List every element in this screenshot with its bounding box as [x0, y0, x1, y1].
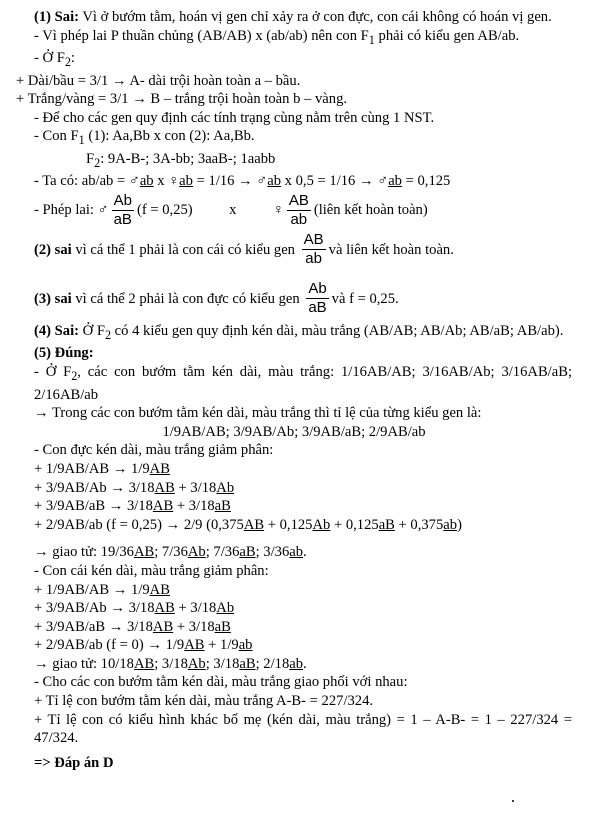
fraction-male-genotype [112, 192, 134, 229]
statement-1 [16, 8, 572, 27]
female-gametes [16, 655, 572, 674]
f2-heading [16, 49, 572, 72]
ratio-length: + Dài/bầu = 3/1 → A- dài trội hoàn toàn a – bầu. [16, 72, 301, 89]
crossing-line: - Cho các con bướm tằm kén dài, màu trắng giao phối với nhau: [34, 674, 408, 691]
underlined-gamete: Ab [312, 516, 331, 533]
denominator: aB [113, 210, 132, 228]
text: - Ta có: ab/ab = ♂ [34, 173, 140, 190]
text: - Vì phép lai P thuần chủng (AB/AB) x (ab/ab) nên con F [34, 27, 369, 44]
text: - Ở F [34, 364, 72, 381]
text: + 3/18 [174, 600, 217, 617]
linkage-condition: - Để cho các gen quy định các tính trạng cùng nằm trên cùng 1 NST. [34, 109, 435, 126]
text: phải có kiểu gen AB/ab. [374, 27, 520, 44]
underlined-gamete: ab [388, 173, 402, 190]
statement-2 [16, 230, 572, 270]
statement-1-text: Vì ở bướm tằm, hoán vị gen chỉ xảy ra ở con đực, con cái không có hoán vị gen. [79, 9, 552, 25]
female-line-4 [16, 636, 572, 655]
underlined-gamete: ab [139, 173, 154, 190]
text: = 1/16 → ♂ [192, 173, 268, 190]
male-line-4 [16, 516, 572, 535]
male-line-3 [16, 497, 572, 516]
text: Ở F [79, 322, 105, 339]
male-gametes [16, 543, 572, 562]
text: (1): Aa,Bb x con (2): Aa,Bb. [84, 128, 255, 145]
subscript: 2 [71, 368, 78, 383]
underlined-gamete: aB [378, 516, 395, 533]
text: + 3/9AB/aB → 3/18 [34, 498, 153, 515]
subscript: 2 [94, 155, 101, 170]
text: + 2/9AB/ab (f = 0,25) → 2/9 (0,375 [34, 516, 244, 533]
male-line-2 [16, 479, 572, 498]
text: : [70, 50, 75, 67]
subscript: 1 [368, 32, 375, 47]
text: + 0,375 [394, 516, 444, 533]
genotype-ratios: 1/9AB/AB; 3/9AB/Ab; 3/9AB/aB; 2/9AB/ab [162, 423, 426, 440]
female-meiosis-heading: - Con cái kén dài, màu trắng giảm phân: [34, 562, 269, 579]
text: (f = 0,25) x ♀ [136, 202, 284, 219]
numerator: Ab [308, 280, 327, 298]
subscript: 1 [78, 133, 85, 148]
text: : 9A-B-; 3A-bb; 3aaB-; 1aabb [100, 150, 276, 167]
text: ; 7/36 [205, 544, 240, 561]
text: (liên kết hoàn toàn) [313, 202, 428, 219]
denominator: aB [308, 299, 327, 317]
male-meiosis-heading: - Con đực kén dài, màu trắng giảm phân: [34, 442, 274, 459]
underlined-gamete: AB [154, 479, 175, 496]
text: ; 2/18 [255, 655, 290, 672]
text: x 0,5 = 1/16 → ♂ [281, 173, 389, 190]
stray-dot [512, 800, 514, 802]
underlined-gamete: ab [267, 173, 282, 190]
fraction-genotype-2 [302, 231, 326, 268]
text: + 3/18 [174, 479, 217, 496]
female-line-1 [16, 581, 572, 600]
numerator: AB [288, 191, 309, 209]
underlined-gamete: AB [243, 516, 265, 533]
text: ; 3/18 [205, 655, 240, 672]
subscript: 2 [64, 55, 71, 69]
different-phenotype-ratio: + Tỉ lệ con có kiểu hình khác bố mẹ (kén dài, màu trắng) = 1 – A-B- = 1 – 227/324 = 47/324. [34, 711, 572, 747]
text: F [86, 150, 95, 167]
statement-3-verdict: (3) sai [34, 290, 72, 307]
final-answer: => Đáp án D [34, 754, 114, 771]
text: - Phép lai: ♂ [34, 202, 109, 219]
underlined-gamete: AB [184, 637, 205, 654]
text: + 0,125 [264, 516, 313, 533]
f2-long-white [16, 363, 572, 404]
text: + 1/9AB/AB → 1/9 [34, 460, 150, 477]
text: + 1/9AB/AB → 1/9 [34, 581, 150, 598]
text: . [303, 655, 307, 672]
spacer [16, 270, 572, 279]
underlined-gamete: aB [239, 544, 256, 561]
text: + 2/9AB/ab (f = 0) → 1/9 [34, 637, 185, 654]
statement-1-verdict: (1) Sai: [34, 9, 79, 25]
underlined-gamete: Ab [187, 655, 206, 672]
text: → giao tử: 19/36 [34, 544, 134, 561]
gamete-calc [16, 172, 572, 191]
underlined-gamete: AB [149, 460, 170, 477]
statement-3 [16, 279, 572, 319]
text: ; 3/18 [154, 655, 188, 672]
text: ; 7/36 [154, 544, 188, 561]
denominator: ab [305, 250, 322, 268]
underlined-gamete: AB [152, 618, 174, 635]
ratio-color: + Trắng/vàng = 3/1 → B – trắng trội hoàn toàn b – vàng. [16, 91, 348, 108]
underlined-gamete: Ab [216, 600, 235, 617]
denominator: ab [290, 210, 308, 228]
fraction-genotype-3 [306, 280, 328, 317]
text: x ♀ [153, 173, 180, 190]
statement-5-verdict: (5) Đúng: [34, 345, 94, 362]
text: vì cá thể 1 phải là con cái có kiểu gen [71, 241, 299, 258]
underlined-gamete: AB [154, 600, 175, 617]
text: , các con bướm tằm kén dài, màu trắng: 1/16AB/AB; 3/16AB/Ab; 3/16AB/aB; 2/16AB/ab [34, 364, 572, 403]
ratio-intro: → Trong các con bướm tằm kén dài, màu trắng thì tỉ lệ của từng kiểu gen là: [34, 405, 482, 422]
text: ) [457, 516, 462, 533]
cross-line [16, 191, 572, 230]
underlined-gamete: Ab [216, 479, 235, 496]
text: = 0,125 [401, 173, 451, 190]
text: và liên kết hoàn toàn. [328, 241, 454, 258]
underlined-gamete: AB [149, 581, 170, 598]
male-line-1 [16, 460, 572, 479]
numerator: Ab [113, 191, 132, 209]
underlined-gamete: ab [289, 544, 304, 561]
underlined-gamete: ab [289, 655, 304, 672]
numerator: AB [303, 231, 324, 249]
reason-f1-genotype [16, 27, 572, 50]
underlined-gamete: AB [133, 655, 155, 672]
underlined-gamete: ab [179, 173, 193, 190]
text: + 3/18 [173, 618, 215, 635]
text: + 3/9AB/Ab → 3/18 [34, 600, 155, 617]
text: + 3/18 [173, 498, 215, 515]
text: và f = 0,25. [331, 290, 399, 307]
underlined-gamete: aB [214, 498, 231, 515]
statement-2-verdict: (2) sai [34, 241, 72, 258]
text: → giao tử: 10/18 [34, 655, 134, 672]
underlined-gamete: Ab [187, 544, 206, 561]
underlined-gamete: ab [238, 637, 253, 654]
parents-line [16, 127, 572, 150]
underlined-gamete: aB [214, 618, 231, 635]
fraction-female-genotype [287, 192, 311, 229]
female-line-3 [16, 618, 572, 637]
f2-ratio-line [16, 150, 572, 173]
subscript: 2 [104, 327, 112, 342]
text: + 0,125 [330, 516, 379, 533]
spacer [16, 534, 572, 543]
text: có 4 kiểu gen quy định kén dài, màu trắng (AB/AB; AB/Ab; AB/aB; AB/ab). [111, 322, 564, 339]
long-white-ratio: + Tỉ lệ con bướm tằm kén dài, màu trắng A-B- = 227/324. [34, 693, 374, 710]
statement-4-verdict: (4) Sai: [34, 322, 79, 339]
text: + 3/9AB/aB → 3/18 [34, 618, 153, 635]
underlined-gamete: ab [443, 516, 458, 533]
text: ; 3/36 [255, 544, 290, 561]
underlined-gamete: AB [152, 498, 174, 515]
text: vì cá thể 2 phải là con đực có kiểu gen [71, 290, 304, 307]
statement-4 [16, 322, 572, 345]
female-line-2 [16, 599, 572, 618]
text: + 3/9AB/Ab → 3/18 [34, 479, 155, 496]
text: + 1/9 [204, 637, 239, 654]
text: - Con F [34, 128, 79, 145]
underlined-gamete: aB [239, 655, 256, 672]
text: - Ở F [34, 50, 65, 67]
underlined-gamete: AB [133, 544, 155, 561]
text: . [303, 544, 307, 561]
